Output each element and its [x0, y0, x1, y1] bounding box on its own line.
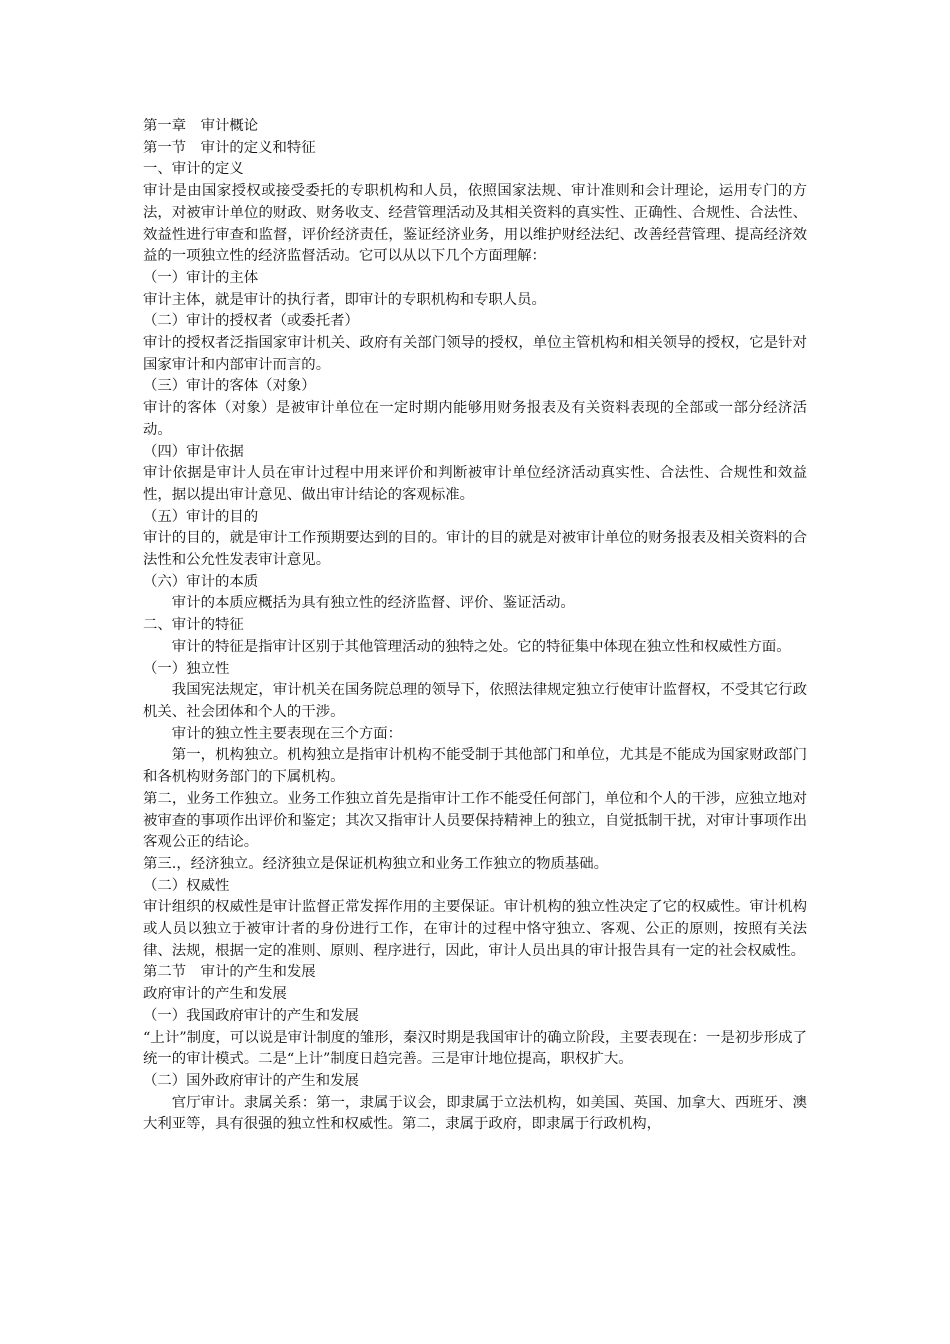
paragraph-definition: 审计是由国家授权或接受委托的专职机构和人员，依照国家法规、审计准则和会计理论，运用专门的方法，对被审计单位的财政、财务收支、经营管理活动及其相关资料的真实性、正确性、合规性、合法性、效益性进行审查和监督，评价经济责任，鉴证经济业务，用以维护财经法纪、改善经营管理、提高经济效益的一项独立性的经济监督活动。它可以从以下几个方面理解： — [143, 183, 807, 265]
section-title: 第一节 审计的定义和特征 — [143, 139, 316, 156]
heading-features: 二、审计的特征 — [143, 617, 244, 634]
subheading-independence: （一）独立性 — [143, 660, 230, 677]
subheading-authorizer: （二）审计的授权者（或委托者） — [143, 313, 359, 330]
paragraph-subject: 审计主体，就是审计的执行者，即审计的专职机构和专职人员。 — [143, 291, 546, 308]
subheading-basis: （四）审计依据 — [143, 443, 244, 460]
paragraph-purpose: 审计的目的，就是审计工作预期要达到的目的。审计的目的就是对被审计单位的财务报表及相关资料的合法性和公允性发表审计意见。 — [143, 530, 807, 569]
paragraph-china: “上计”制度，可以说是审计制度的雏形，秦汉时期是我国审计的确立阶段，主要表现在：一是初步形成了统一的审计模式。二是“上计”制度日趋完善。三是审计地位提高，职权扩大。 — [143, 1029, 807, 1068]
paragraph-essence: 审计的本质应概括为具有独立性的经济监督、评价、鉴证活动。 — [171, 595, 575, 612]
paragraph-independence-3: 第一，机构独立。机构独立是指审计机构不能受制于其他部门和单位，尤其是不能成为国家财政部门和各机构财务部门的下属机构。 — [143, 747, 807, 786]
document-body — [143, 116, 807, 1136]
paragraph-authorizer: 审计的授权者泛指国家审计机关、政府有关部门领导的授权，单位主管机构和相关领导的授权，它是针对国家审计和内部审计而言的。 — [143, 335, 807, 373]
paragraph-independence-5: 第三.，经济独立。经济独立是保证机构独立和业务工作独立的物质基础。 — [143, 855, 609, 872]
paragraph-independence-1: 我国宪法规定，审计机关在国务院总理的领导下，依照法律规定独立行使审计监督权，不受其它行政机关、社会团体和个人的干涉。 — [143, 682, 807, 720]
subheading-authority: （二）权威性 — [143, 877, 230, 894]
paragraph-authority: 审计组织的权威性是审计监督正常发挥作用的主要保证。审计机构的独立性决定了它的权威性。审计机构或人员以独立于被审计者的身份进行工作，在审计的过程中恪守独立、客观、公正的原则，按照有关法律、法规，根据一定的准则、原则、程序进行，因此，审计人员出具的审计报告具有一定的社会权威性。 — [143, 899, 807, 959]
paragraph-foreign: 官厅审计。隶属关系：第一，隶属于议会，即隶属于立法机构，如美国、英国、加拿大、西班牙、澳大利亚等，具有很强的独立性和权威性。第二，隶属于政府，即隶属于行政机构， — [143, 1094, 807, 1133]
heading-definition: 一、审计的定义 — [143, 161, 244, 178]
heading-government-audit: 政府审计的产生和发展 — [143, 986, 287, 1003]
subheading-subject: （一）审计的主体 — [143, 269, 259, 286]
subheading-object: （三）审计的客体（对象） — [143, 378, 316, 395]
subheading-essence: （六）审计的本质 — [143, 573, 259, 590]
paragraph-independence-2: 审计的独立性主要表现在三个方面： — [171, 725, 403, 742]
paragraph-object: 审计的客体（对象）是被审计单位在一定时期内能够用财务报表及有关资料表现的全部或一部分经济活动。 — [143, 400, 807, 438]
paragraph-features: 审计的特征是指审计区别于其他管理活动的独特之处。它的特征集中体现在独立性和权威性方面。 — [171, 638, 791, 655]
subheading-foreign: （二）国外政府审计的产生和发展 — [143, 1072, 359, 1089]
paragraph-independence-4: 第二，业务工作独立。业务工作独立首先是指审计工作不能受任何部门，单位和个人的干涉，应独立地对被审查的事项作出评价和鉴定；其次又指审计人员要保持精神上的独立，自觉抵制干扰，对审计事项作出客观公正的结论。 — [143, 790, 807, 851]
subheading-china: （一）我国政府审计的产生和发展 — [143, 1007, 359, 1024]
chapter-title: 第一章 审计概论 — [143, 118, 259, 134]
subheading-purpose: （五）审计的目的 — [143, 508, 259, 525]
paragraph-basis: 审计依据是审计人员在审计过程中用来评价和判断被审计单位经济活动真实性、合法性、合规性和效益性，据以提出审计意见、做出审计结论的客观标准。 — [143, 465, 807, 503]
section-title-2: 第二节 审计的产生和发展 — [143, 964, 316, 981]
